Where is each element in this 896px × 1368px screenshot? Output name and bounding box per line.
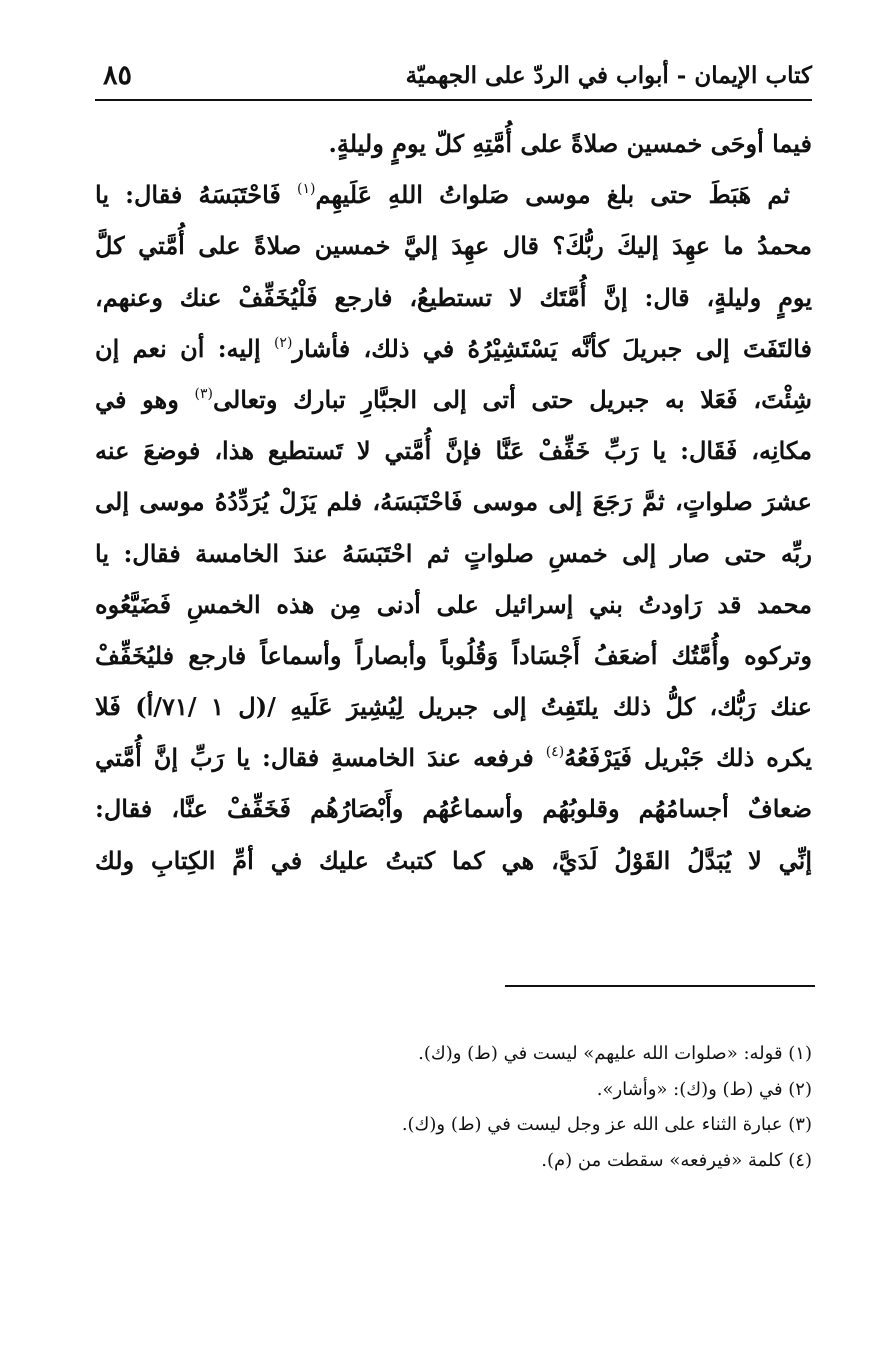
text-line: ربِّه حتى صار إلى خمسِ صلواتٍ ثم احْتَبَسَهُ عندَ الخامسة فقال: يا xyxy=(95,538,812,568)
footnote-marker[interactable]: (٣) xyxy=(194,385,213,402)
footnote-divider xyxy=(505,985,815,987)
footnote-marker[interactable]: (٢) xyxy=(273,334,293,351)
footnote-item: (٢) في (ط) و(ك): «وأشار». xyxy=(596,1078,812,1100)
footnote-item: (١) قوله: «صلوات الله عليهم» ليست في (ط) و(ك). xyxy=(418,1043,812,1064)
text-line: فيما أوحَى خمسين صلاةً على أُمَّتِهِ كلّ يومٍ وليلةٍ. xyxy=(328,129,812,158)
footnote-item: (٣) عبارة الثناء على الله عز وجل ليست في (ط) و(ك). xyxy=(401,1114,812,1135)
page-header xyxy=(95,58,812,98)
text-line: إنِّي لا يُبَدَّلُ القَوْلُ لَدَيَّ، هي كما كتبتُ عليك في أمِّ الكِتابِ ولك xyxy=(95,845,812,875)
text-line: محمد قد رَاودتُ بني إسرائيل على أدنى مِن هذه الخمسِ فَضَيَّعُوه xyxy=(95,589,812,619)
text-line: محمدُ ما عهِدَ إليكَ ربُّكَ؟ قال عهِدَ إليَّ خمسين صلاةً على أُمَّتي كلَّ xyxy=(95,231,812,261)
text-line: فالتَفَتَ إلى جبريلَ كأنَّه يَسْتَشِيْرُهُ في ذلك، فأشار$^{(٢)}$ إليه: أن نعم إن xyxy=(95,333,812,363)
text-line: ثم هَبَطَ حتى بلغ موسى صَلواتُ اللهِ عَلَيهِم$^{(١)}$ فَاحْتَبَسَهُ فقال: يا xyxy=(95,180,790,210)
header-divider xyxy=(95,99,812,101)
footnote-item: (٤) كلمة «فيرفعه» سقطت من (م). xyxy=(541,1149,812,1171)
text-line: ضعافٌ أجسامُهُم وقلوبُهُم وأسماعُهُم وأَبْصَارُهُم فَخَفِّفْ عنَّا، فقال: xyxy=(95,794,812,824)
text-line: عنك رَبُّك، كلُّ ذلك يلتَفِتُ إلى جبريل لِيُشِيرَ عَلَيهِ /(ل ١ /٧١/أ) فَلا xyxy=(95,692,812,722)
footnotes xyxy=(95,1036,812,1178)
text-line: عشرَ صلواتٍ، ثمَّ رَجَعَ إلى موسى فَاحْتَبَسَهُ، فلم يَزَلْ يُرَدِّدُهُ موسى إلى xyxy=(95,487,812,517)
running-title: كتاب الإيمان - أبواب في الردّ على الجهميّة xyxy=(405,62,812,89)
page-number: ٨٥ xyxy=(103,60,133,91)
text-line: مكانِه، فَقَال: يا رَبِّ خَفِّفْ عَنَّا فإنَّ أُمَّتي لا تَستطيع هذا، فوضعَ عنه xyxy=(95,436,812,466)
footnote-marker[interactable]: (١) xyxy=(297,181,316,198)
text-line: يكره ذلك جَبْريل فَيَرْفَعُهُ$^{(٤)}$ فرفعه عندَ الخامسةِ فقال: يا رَبِّ إنَّ أُمَّتي xyxy=(95,743,812,773)
footnote-marker[interactable]: (٤) xyxy=(545,744,565,761)
text-line: شِئْتَ، فَعَلا به جبريل حتى أتى إلى الجبَّارِ تبارك وتعالى$^{(٣)}$ وهو في xyxy=(95,384,812,414)
text-line: يومٍ وليلةٍ، قال: إنَّ أُمَّتَك لا تستطيعُ، فارجع فَلْيُخَفِّفْ عنك وعنهم، xyxy=(95,282,812,312)
main-text xyxy=(95,118,812,886)
text-line: وتركوه وأُمَّتُك أضعَفُ أَجْسَاداً وَقُلُوباً وأبصاراً وأسماعاً فارجع فليُخَفِّفْ xyxy=(95,640,812,670)
